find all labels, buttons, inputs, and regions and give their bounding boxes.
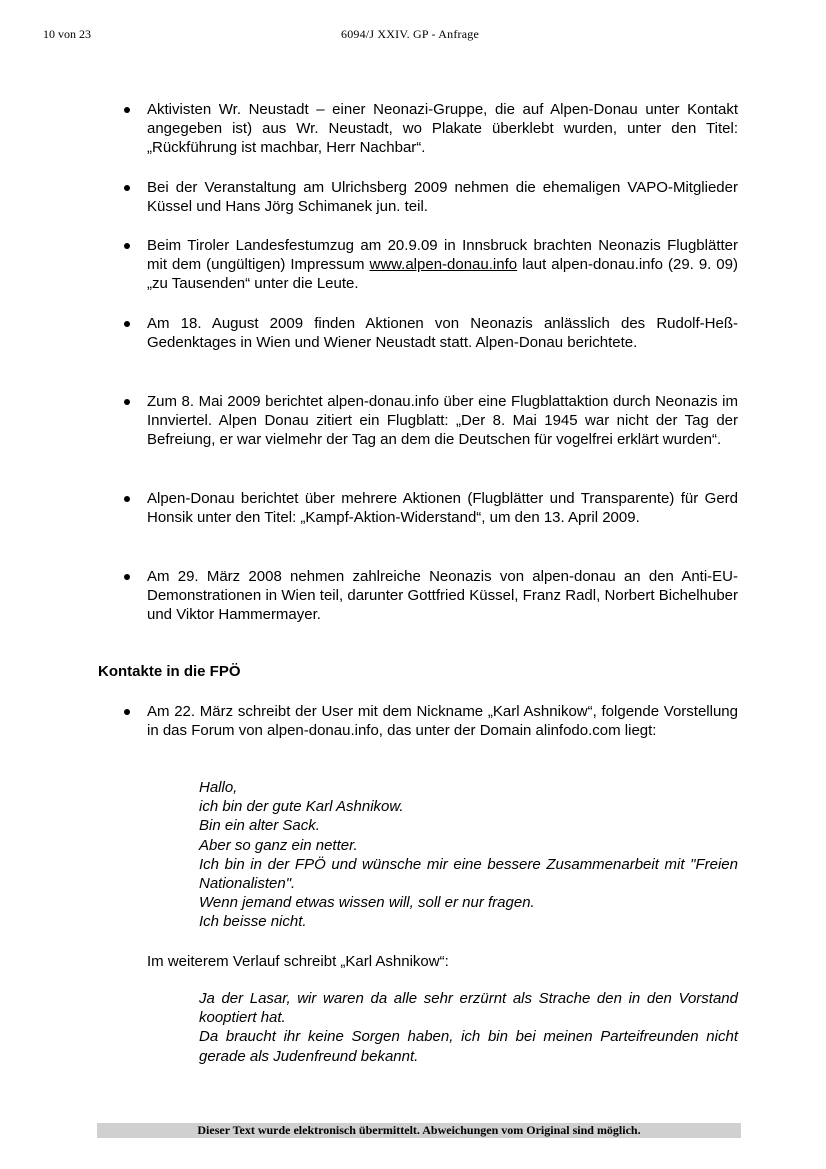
list-item-text: Am 22. März schreibt der User mit dem Nickname „Karl Ashnikow“, folgende Vorstellung in das Forum von alpen-donau.info, das unter der Domain alinfodo.com liegt:	[147, 703, 738, 739]
list-item-text: Bei der Veranstaltung am Ulrichsberg 2009 nehmen die ehemaligen VAPO-Mitglieder Küssel und Hans Jörg Schimanek jun. teil.	[147, 179, 738, 215]
quote-line: Da braucht ihr keine Sorgen haben, ich bin bei meinen Parteifreunden nicht gerade als Judenfreund bekannt.	[199, 1028, 738, 1065]
page-number: 10 von 23	[43, 27, 91, 41]
quote-line: Hallo,	[199, 779, 238, 796]
list-item	[124, 178, 738, 216]
list-item-text: Alpen-Donau berichtet über mehrere Aktionen (Flugblätter und Transparente) für Gerd Honsik unter den Titel: „Kampf-Aktion-Widerstand“, um den 13. April 2009.	[147, 490, 738, 526]
footer-notice: Dieser Text wurde elektronisch übermittelt. Abweichungen vom Original sind möglich.	[97, 1123, 741, 1138]
section-heading: Kontakte in die FPÖ	[98, 663, 241, 680]
quote-line: Ja der Lasar, wir waren da alle sehr erzürnt als Strache den in den Vorstand kooptiert hat.	[199, 990, 738, 1027]
quote-line: Ich beisse nicht.	[199, 913, 307, 931]
bullet-icon	[124, 399, 130, 405]
quote-line: Ich bin in der FPÖ und wünsche mir eine bessere Zusammenarbeit mit "Freien Nationalisten".	[199, 855, 738, 893]
list-item	[124, 702, 738, 740]
page-header	[43, 27, 783, 43]
text-segment: Beim Tiroler Landesfestumzug am 20.9.09 in Innsbruck brachten Neonazis Flugblätter mit dem (ungültigen) Impressum	[147, 237, 738, 273]
forum-quote	[199, 989, 738, 1066]
list-item	[124, 100, 738, 157]
quote-line: ich bin der gute Karl Ashnikow.	[199, 798, 404, 816]
list-item-text: Zum 8. Mai 2009 berichtet alpen-donau.info über eine Flugblattaktion durch Neonazis im Innviertel. Alpen Donau zitiert ein Flugblatt: „Der 8. Mai 1945 war nicht der Tag der Befreiung, er war vielmehr der Tag an dem die Deutschen für vogelfrei erklärt wurden“.	[147, 393, 738, 448]
bullet-icon	[124, 496, 130, 502]
quote-line: Aber so ganz ein netter.	[199, 836, 358, 854]
quote-line: Wenn jemand etwas wissen will, soll er nur fragen.	[199, 894, 535, 912]
impressum-link[interactable]: www.alpen-donau.info	[369, 256, 518, 273]
bullet-icon	[124, 185, 130, 191]
bullet-icon	[124, 243, 130, 249]
list-item	[124, 567, 738, 624]
list-item-text: Aktivisten Wr. Neustadt – einer Neonazi-Gruppe, die auf Alpen-Donau unter Kontakt angegeben ist) aus Wr. Neustadt, wo Plakate überklebt wurden, unter den Titel: „Rückführung ist machbar, Herr Nachbar“.	[147, 101, 738, 156]
list-item	[124, 489, 738, 527]
quote-line: Bin ein alter Sack.	[199, 817, 320, 835]
list-item	[124, 236, 738, 293]
text-segment: laut alpen-donau.info (29. 9. 09) „zu Tausenden“ unter die Leute.	[147, 256, 738, 292]
bullet-icon	[124, 107, 130, 113]
bullet-icon	[124, 709, 130, 715]
list-item-text: Am 29. März 2008 nehmen zahlreiche Neonazis von alpen-donau an den Anti-EU-Demonstrationen in Wien teil, darunter Gottfried Küssel, Franz Radl, Norbert Bichelhuber und Viktor Hammermayer.	[147, 568, 738, 623]
document-reference: 6094/J XXIV. GP - Anfrage	[341, 27, 479, 41]
bullet-icon	[124, 321, 130, 327]
quote-intro: Im weiterem Verlauf schreibt „Karl Ashnikow“:	[147, 953, 449, 970]
forum-quote	[199, 778, 738, 932]
bullet-icon	[124, 574, 130, 580]
list-item-text	[147, 236, 738, 293]
list-item-text: Am 18. August 2009 finden Aktionen von Neonazis anlässlich des Rudolf-Heß-Gedenktages in Wien und Wiener Neustadt statt. Alpen-Donau berichtete.	[147, 315, 738, 351]
list-item	[124, 392, 738, 449]
list-item	[124, 314, 738, 352]
